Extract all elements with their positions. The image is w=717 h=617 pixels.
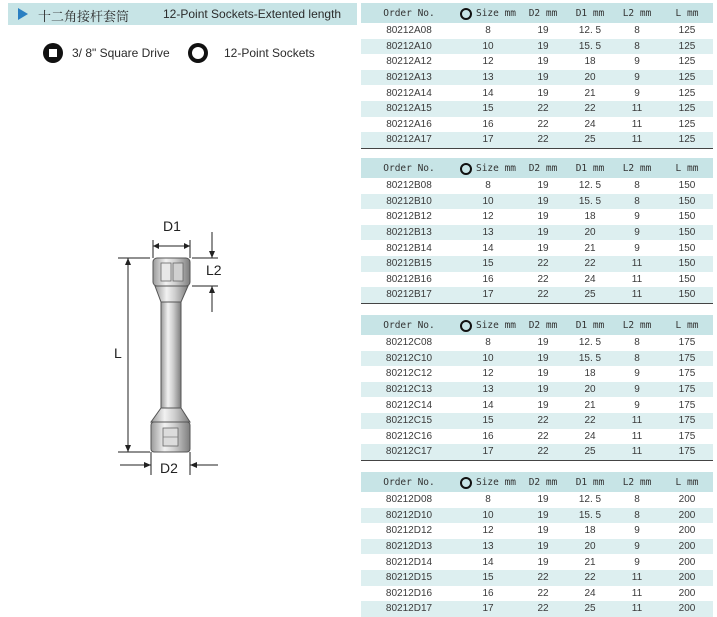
cell-size: 13 xyxy=(482,384,494,396)
cell-l2: 9 xyxy=(634,87,640,99)
cell-size: 13 xyxy=(482,541,494,553)
cell-order: 80212D08 xyxy=(385,494,433,506)
cell-d2: 19 xyxy=(537,337,549,349)
cell-size: 15 xyxy=(482,103,494,115)
cell-d1: 20 xyxy=(584,384,596,396)
cell-l: 175 xyxy=(678,384,696,396)
cell-d2: 22 xyxy=(537,258,549,270)
cell-d2: 19 xyxy=(537,195,549,207)
cell-d2: 19 xyxy=(537,25,549,37)
column-header-l: L mm xyxy=(675,163,699,174)
cell-l: 175 xyxy=(678,446,696,458)
square-drive-label: 3/ 8" Square Drive xyxy=(72,46,170,60)
l-label: L xyxy=(114,345,122,361)
column-header-l: L mm xyxy=(675,8,699,19)
cell-d2: 22 xyxy=(537,587,549,599)
cell-l2: 9 xyxy=(634,556,640,568)
cell-l: 125 xyxy=(678,72,696,84)
spec-table xyxy=(361,315,713,461)
cell-l2: 9 xyxy=(634,242,640,254)
cell-l2: 8 xyxy=(634,195,640,207)
cell-size: 16 xyxy=(482,118,494,130)
cell-size: 13 xyxy=(482,227,494,239)
table-header-row xyxy=(361,472,713,492)
column-header-size xyxy=(457,320,519,332)
cell-d2: 22 xyxy=(537,103,549,115)
cell-l: 200 xyxy=(678,603,696,615)
cell-order: 80212D17 xyxy=(385,603,433,615)
cell-d1: 21 xyxy=(584,399,596,411)
column-header-d2: D2 mm xyxy=(528,320,558,331)
cell-l: 200 xyxy=(678,572,696,584)
cell-order: 80212D14 xyxy=(385,556,433,568)
cell-l: 150 xyxy=(678,289,696,301)
cell-l: 150 xyxy=(678,258,696,270)
cell-order: 80212B15 xyxy=(386,258,432,270)
cell-order: 80212A08 xyxy=(386,25,432,37)
cell-d2: 22 xyxy=(537,118,549,130)
l2-label: L2 xyxy=(206,262,222,278)
column-header-order: Order No. xyxy=(383,477,435,488)
cell-l: 150 xyxy=(678,227,696,239)
cell-l: 175 xyxy=(678,337,696,349)
cell-order: 80212C10 xyxy=(385,352,433,364)
cell-d1: 24 xyxy=(584,273,596,285)
cell-order: 80212C16 xyxy=(385,430,433,442)
cell-d1: 25 xyxy=(584,446,596,458)
cell-order: 80212C14 xyxy=(385,399,433,411)
cell-order: 80212C13 xyxy=(385,384,433,396)
cell-size: 10 xyxy=(482,352,494,364)
cell-l2: 9 xyxy=(634,525,640,537)
cell-size: 12 xyxy=(482,211,494,223)
column-header-d2: D2 mm xyxy=(528,8,558,19)
table-row xyxy=(361,117,713,133)
cell-l2: 11 xyxy=(631,103,643,115)
column-header-l2: L2 mm xyxy=(622,163,652,174)
cell-l: 200 xyxy=(678,509,696,521)
cell-l: 175 xyxy=(678,352,696,364)
table-row xyxy=(361,351,713,367)
spec-table xyxy=(361,472,713,617)
table-row xyxy=(361,70,713,86)
table-row xyxy=(361,272,713,288)
cell-d1: 21 xyxy=(584,87,596,99)
cell-d2: 19 xyxy=(537,368,549,380)
cell-l2: 9 xyxy=(634,56,640,68)
cell-size: 15 xyxy=(482,415,494,427)
square-drive-icon xyxy=(43,43,63,63)
cell-d1: 18 xyxy=(584,211,596,223)
cell-d1: 25 xyxy=(584,289,596,301)
cell-l: 150 xyxy=(678,211,696,223)
cell-order: 80212D13 xyxy=(385,541,433,553)
cell-order: 80212B16 xyxy=(386,273,432,285)
cell-d1: 24 xyxy=(584,118,596,130)
table-row xyxy=(361,240,713,256)
cell-d2: 19 xyxy=(537,494,549,506)
column-header-d1: D1 mm xyxy=(575,477,605,488)
cell-d2: 19 xyxy=(537,525,549,537)
cell-size: 14 xyxy=(482,556,494,568)
cell-d2: 22 xyxy=(537,415,549,427)
cell-d1: 18 xyxy=(584,56,596,68)
cell-l: 125 xyxy=(678,25,696,37)
table-row xyxy=(361,132,713,148)
column-header-l2: L2 mm xyxy=(622,477,652,488)
cell-size: 8 xyxy=(485,337,491,349)
table-row xyxy=(361,366,713,382)
socket-ring-icon xyxy=(460,320,472,332)
cell-l2: 9 xyxy=(634,72,640,84)
table-row xyxy=(361,429,713,445)
d1-label: D1 xyxy=(163,218,181,234)
column-header-label: Size mm xyxy=(475,477,517,488)
cell-order: 80212D16 xyxy=(385,587,433,599)
cell-order: 80212A16 xyxy=(386,118,432,130)
cell-d1: 24 xyxy=(584,587,596,599)
socket-ring-icon xyxy=(460,477,472,489)
cell-order: 80212D12 xyxy=(385,525,433,537)
cell-d1: 12. 5 xyxy=(578,180,602,192)
cell-d1: 18 xyxy=(584,368,596,380)
column-header-size xyxy=(457,8,519,20)
cell-size: 13 xyxy=(482,72,494,84)
cell-d1: 22 xyxy=(584,258,596,270)
cell-size: 14 xyxy=(482,242,494,254)
cell-d2: 22 xyxy=(537,603,549,615)
column-header-order: Order No. xyxy=(383,320,435,331)
cell-d2: 19 xyxy=(537,556,549,568)
table-row xyxy=(361,85,713,101)
cell-order: 80212C17 xyxy=(385,446,433,458)
cell-l: 125 xyxy=(678,134,696,146)
cell-l2: 11 xyxy=(631,446,643,458)
cell-l2: 11 xyxy=(631,572,643,584)
socket-info xyxy=(188,43,315,63)
cell-l: 125 xyxy=(678,118,696,130)
section-header xyxy=(8,3,357,25)
cell-l: 150 xyxy=(678,273,696,285)
socket-diagram xyxy=(100,210,240,480)
cell-d2: 22 xyxy=(537,289,549,301)
cell-l2: 11 xyxy=(631,258,643,270)
cell-order: 80212B10 xyxy=(386,195,432,207)
cell-l: 175 xyxy=(678,415,696,427)
column-header-label: Size mm xyxy=(475,8,517,19)
table-header-row xyxy=(361,315,713,335)
cell-size: 10 xyxy=(482,40,494,52)
cell-order: 80212D15 xyxy=(385,572,433,584)
cell-size: 12 xyxy=(482,525,494,537)
cell-l2: 11 xyxy=(631,415,643,427)
cell-l2: 9 xyxy=(634,211,640,223)
cell-l2: 9 xyxy=(634,541,640,553)
d2-label: D2 xyxy=(160,460,178,476)
cell-size: 14 xyxy=(482,87,494,99)
cell-d1: 21 xyxy=(584,556,596,568)
cell-l: 125 xyxy=(678,56,696,68)
table-row xyxy=(361,523,713,539)
cell-d1: 15. 5 xyxy=(578,352,602,364)
cell-d1: 22 xyxy=(584,415,596,427)
cell-l: 200 xyxy=(678,494,696,506)
cell-l2: 11 xyxy=(631,430,643,442)
cell-l2: 11 xyxy=(631,134,643,146)
cell-size: 17 xyxy=(482,446,494,458)
table-row xyxy=(361,492,713,508)
column-header-label: Size mm xyxy=(475,320,517,331)
table-row xyxy=(361,23,713,39)
cell-size: 8 xyxy=(485,494,491,506)
cell-l: 150 xyxy=(678,195,696,207)
cell-d1: 25 xyxy=(584,134,596,146)
table-row xyxy=(361,444,713,460)
play-arrow-icon xyxy=(18,8,28,20)
cell-l2: 8 xyxy=(634,40,640,52)
cell-order: 80212A13 xyxy=(386,72,432,84)
cell-size: 12 xyxy=(482,56,494,68)
header-title-cn: 十二角接杆套筒 xyxy=(38,10,130,25)
table-row xyxy=(361,101,713,117)
cell-order: 80212B12 xyxy=(386,211,432,223)
cell-size: 15 xyxy=(482,572,494,584)
column-header-l2: L2 mm xyxy=(622,320,652,331)
cell-l2: 11 xyxy=(631,273,643,285)
cell-d1: 21 xyxy=(584,242,596,254)
cell-d2: 19 xyxy=(537,40,549,52)
cell-size: 14 xyxy=(482,399,494,411)
cell-d2: 22 xyxy=(537,572,549,584)
column-header-l2: L2 mm xyxy=(622,8,652,19)
column-header-size xyxy=(457,477,519,489)
column-header-d1: D1 mm xyxy=(575,320,605,331)
cell-d1: 18 xyxy=(584,525,596,537)
cell-l: 200 xyxy=(678,525,696,537)
table-row xyxy=(361,225,713,241)
cell-size: 16 xyxy=(482,430,494,442)
cell-size: 10 xyxy=(482,509,494,521)
cell-d2: 22 xyxy=(537,134,549,146)
cell-l2: 11 xyxy=(631,603,643,615)
cell-l2: 11 xyxy=(631,289,643,301)
table-row xyxy=(361,209,713,225)
cell-l2: 8 xyxy=(634,180,640,192)
cell-l2: 8 xyxy=(634,337,640,349)
cell-d2: 19 xyxy=(537,180,549,192)
column-header-d1: D1 mm xyxy=(575,8,605,19)
cell-l: 125 xyxy=(678,87,696,99)
column-header-d1: D1 mm xyxy=(575,163,605,174)
cell-size: 15 xyxy=(482,258,494,270)
column-header-label: Size mm xyxy=(475,163,517,174)
cell-d2: 22 xyxy=(537,273,549,285)
cell-l: 200 xyxy=(678,541,696,553)
cell-d2: 19 xyxy=(537,509,549,521)
column-header-size xyxy=(457,163,519,175)
cell-order: 80212C15 xyxy=(385,415,433,427)
cell-l: 200 xyxy=(678,556,696,568)
cell-l2: 9 xyxy=(634,227,640,239)
column-header-l: L mm xyxy=(675,320,699,331)
cell-d2: 22 xyxy=(537,430,549,442)
cell-order: 80212A15 xyxy=(386,103,432,115)
table-row xyxy=(361,586,713,602)
cell-size: 8 xyxy=(485,25,491,37)
table-row xyxy=(361,39,713,55)
header-title-en: 12-Point Sockets-Extented length xyxy=(163,7,342,21)
cell-d2: 22 xyxy=(537,446,549,458)
column-header-d2: D2 mm xyxy=(528,477,558,488)
cell-d2: 19 xyxy=(537,211,549,223)
cell-d1: 12. 5 xyxy=(578,494,602,506)
cell-d1: 20 xyxy=(584,227,596,239)
cell-l2: 8 xyxy=(634,352,640,364)
cell-l: 175 xyxy=(678,368,696,380)
table-row xyxy=(361,382,713,398)
cell-l: 125 xyxy=(678,40,696,52)
cell-order: 80212C12 xyxy=(385,368,433,380)
cell-size: 16 xyxy=(482,273,494,285)
cell-order: 80212C08 xyxy=(385,337,433,349)
cell-l: 175 xyxy=(678,430,696,442)
cell-d1: 25 xyxy=(584,603,596,615)
table-row xyxy=(361,601,713,617)
cell-d1: 15. 5 xyxy=(578,509,602,521)
cell-order: 80212A14 xyxy=(386,87,432,99)
cell-d2: 19 xyxy=(537,384,549,396)
table-row xyxy=(361,554,713,570)
table-row xyxy=(361,287,713,303)
cell-size: 12 xyxy=(482,368,494,380)
cell-size: 8 xyxy=(485,180,491,192)
cell-size: 17 xyxy=(482,134,494,146)
cell-size: 17 xyxy=(482,603,494,615)
cell-order: 80212A17 xyxy=(386,134,432,146)
table-row xyxy=(361,54,713,70)
table-header-row xyxy=(361,158,713,178)
cell-d2: 19 xyxy=(537,227,549,239)
cell-l: 175 xyxy=(678,399,696,411)
cell-d1: 20 xyxy=(584,72,596,84)
cell-l2: 11 xyxy=(631,118,643,130)
cell-d2: 19 xyxy=(537,352,549,364)
table-row xyxy=(361,194,713,210)
cell-l2: 8 xyxy=(634,509,640,521)
table-row xyxy=(361,335,713,351)
cell-order: 80212D10 xyxy=(385,509,433,521)
cell-size: 16 xyxy=(482,587,494,599)
cell-order: 80212A10 xyxy=(386,40,432,52)
cell-order: 80212B13 xyxy=(386,227,432,239)
cell-d1: 20 xyxy=(584,541,596,553)
twelve-point-socket-icon xyxy=(188,43,208,63)
cell-l: 200 xyxy=(678,587,696,599)
cell-d1: 12. 5 xyxy=(578,337,602,349)
socket-ring-icon xyxy=(460,8,472,20)
cell-order: 80212B14 xyxy=(386,242,432,254)
cell-d2: 19 xyxy=(537,242,549,254)
drive-info xyxy=(43,43,170,63)
cell-d2: 19 xyxy=(537,56,549,68)
cell-size: 17 xyxy=(482,289,494,301)
table-row xyxy=(361,256,713,272)
column-header-l: L mm xyxy=(675,477,699,488)
cell-l: 150 xyxy=(678,180,696,192)
table-row xyxy=(361,178,713,194)
socket-ring-icon xyxy=(460,163,472,175)
cell-d2: 19 xyxy=(537,399,549,411)
table-row xyxy=(361,539,713,555)
cell-d1: 12. 5 xyxy=(578,25,602,37)
cell-l2: 9 xyxy=(634,399,640,411)
cell-l: 125 xyxy=(678,103,696,115)
column-header-order: Order No. xyxy=(383,163,435,174)
cell-l2: 11 xyxy=(631,587,643,599)
table-row xyxy=(361,570,713,586)
cell-d2: 19 xyxy=(537,541,549,553)
spec-table xyxy=(361,3,713,149)
column-header-order: Order No. xyxy=(383,8,435,19)
cell-d1: 15. 5 xyxy=(578,40,602,52)
cell-d2: 19 xyxy=(537,72,549,84)
cell-d1: 15. 5 xyxy=(578,195,602,207)
table-row xyxy=(361,397,713,413)
cell-l: 150 xyxy=(678,242,696,254)
table-row xyxy=(361,413,713,429)
column-header-d2: D2 mm xyxy=(528,163,558,174)
cell-l2: 9 xyxy=(634,368,640,380)
cell-l2: 9 xyxy=(634,384,640,396)
cell-l2: 8 xyxy=(634,494,640,506)
cell-order: 80212A12 xyxy=(386,56,432,68)
cell-d1: 22 xyxy=(584,103,596,115)
cell-d1: 24 xyxy=(584,430,596,442)
cell-order: 80212B08 xyxy=(386,180,432,192)
cell-l2: 8 xyxy=(634,25,640,37)
socket-type-label: 12-Point Sockets xyxy=(224,46,315,60)
cell-order: 80212B17 xyxy=(386,289,432,301)
spec-table xyxy=(361,158,713,304)
cell-size: 10 xyxy=(482,195,494,207)
cell-d2: 19 xyxy=(537,87,549,99)
table-row xyxy=(361,508,713,524)
table-header-row xyxy=(361,3,713,23)
cell-d1: 22 xyxy=(584,572,596,584)
